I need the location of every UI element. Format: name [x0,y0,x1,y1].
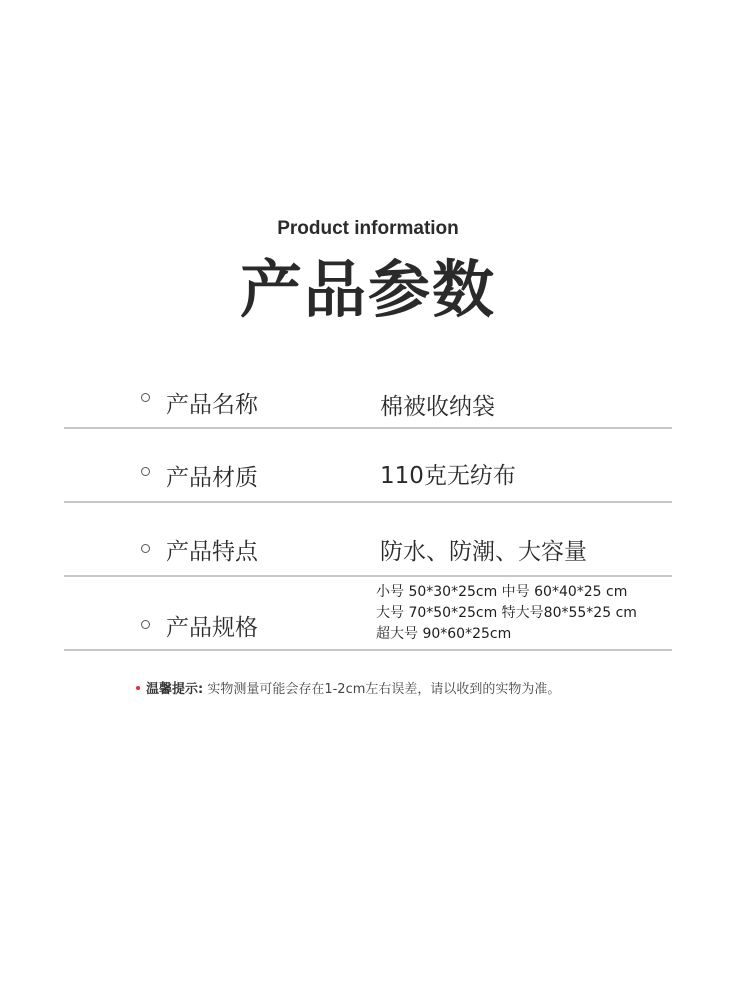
spec-line: 大号 70*50*25cm 特大号80*55*25 cm [376,605,637,621]
circle-bullet-icon [141,393,150,402]
spec-line: 超大号 90*60*25cm [376,626,512,642]
circle-bullet-icon [141,620,150,629]
parameter-row-specs [64,577,672,651]
note-label: 温馨提示: [146,682,204,697]
circle-bullet-icon [141,544,150,553]
parameter-value: 110克无纺布 [380,463,516,489]
page-title: 产品参数 [239,253,496,326]
warm-tip-note [136,678,560,697]
parameter-label: 产品特点 [166,539,258,565]
parameter-value: 棉被收纳袋 [380,394,495,420]
parameter-label: 产品规格 [166,615,258,641]
parameter-label: 产品名称 [166,392,258,418]
spec-list [376,582,637,645]
parameter-row-name [64,356,672,429]
circle-bullet-icon [141,467,150,476]
parameter-row-features [64,503,672,577]
parameter-row-material [64,429,672,503]
note-text: 实物测量可能会存在1-2cm左右误差，请以收到的实物为准。 [203,682,561,697]
product-information-subtitle: Product information [277,218,459,239]
parameter-label: 产品材质 [166,465,258,491]
red-dot-icon [136,686,140,690]
product-parameter-table [64,356,672,651]
spec-line: 小号 50*30*25cm 中号 60*40*25 cm [376,584,628,600]
parameter-value: 防水、防潮、大容量 [380,539,587,565]
